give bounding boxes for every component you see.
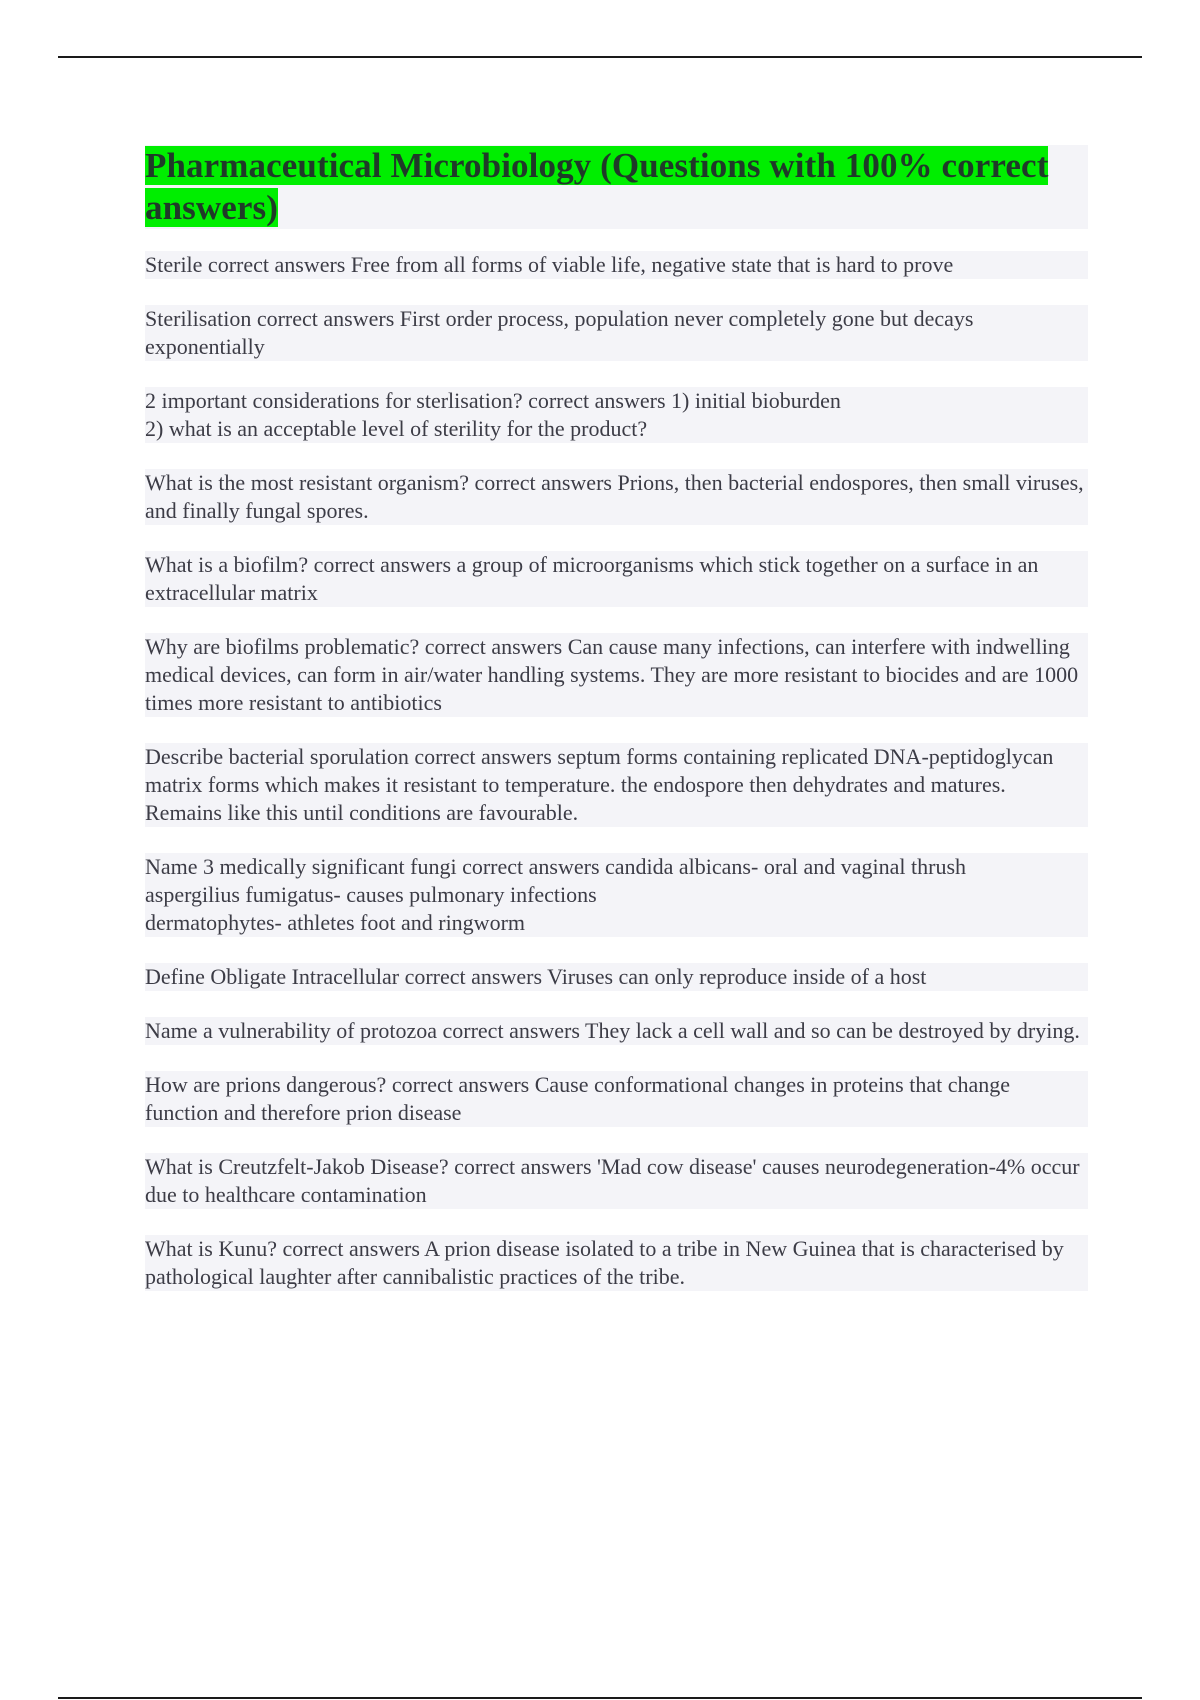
document-title	[145, 145, 1088, 229]
page-header-rule	[58, 56, 1142, 58]
title-block	[145, 145, 1088, 229]
qa-entry-prions: How are prions dangerous? correct answers Cause conformational changes in proteins that change function and therefore prion disease	[145, 1071, 1088, 1127]
document-body	[145, 145, 1088, 1317]
qa-entry-resistant-organism: What is the most resistant organism? correct answers Prions, then bacterial endospores, then small viruses, and finally fungal spores.	[145, 469, 1088, 525]
title-highlight: Pharmaceutical Microbiology (Questions with 100% correct answers)	[145, 146, 1049, 227]
qa-entry-fungi: Name 3 medically significant fungi correct answers candida albicans- oral and vaginal thrush aspergilius fumigatus- causes pulmonary infections dermatophytes- athletes foot and ringworm	[145, 853, 1088, 937]
qa-entry-sterile: Sterile correct answers Free from all forms of viable life, negative state that is hard to prove	[145, 251, 1088, 279]
qa-entry-cjd: What is Creutzfelt-Jakob Disease? correct answers 'Mad cow disease' causes neurodegeneration-4% occur due to healthcare contamination	[145, 1153, 1088, 1209]
qa-entry-obligate-intracellular: Define Obligate Intracellular correct answers Viruses can only reproduce inside of a host	[145, 963, 1088, 991]
qa-entry-sterilisation: Sterilisation correct answers First order process, population never completely gone but decays exponentially	[145, 305, 1088, 361]
qa-entry-kunu: What is Kunu? correct answers A prion disease isolated to a tribe in New Guinea that is characterised by pathological laughter after cannibalistic practices of the tribe.	[145, 1235, 1088, 1291]
qa-entry-sterilisation-considerations: 2 important considerations for sterlisation? correct answers 1) initial bioburden 2) what is an acceptable level of sterility for the product?	[145, 387, 1088, 443]
qa-entry-biofilm: What is a biofilm? correct answers a group of microorganisms which stick together on a surface in an extracellular matrix	[145, 551, 1088, 607]
qa-entry-protozoa: Name a vulnerability of protozoa correct answers They lack a cell wall and so can be destroyed by drying.	[145, 1017, 1088, 1045]
qa-entry-biofilm-problems: Why are biofilms problematic? correct answers Can cause many infections, can interfere with indwelling medical devices, can form in air/water handling systems. They are more resistant to biocides and are 1000 times more resistant to antibiotics	[145, 633, 1088, 717]
page-footer-rule	[58, 1697, 1142, 1699]
qa-entry-sporulation: Describe bacterial sporulation correct answers septum forms containing replicated DNA-peptidoglycan matrix forms which makes it resistant to temperature. the endospore then dehydrates and matures. Remains like this until conditions are favourable.	[145, 743, 1088, 827]
